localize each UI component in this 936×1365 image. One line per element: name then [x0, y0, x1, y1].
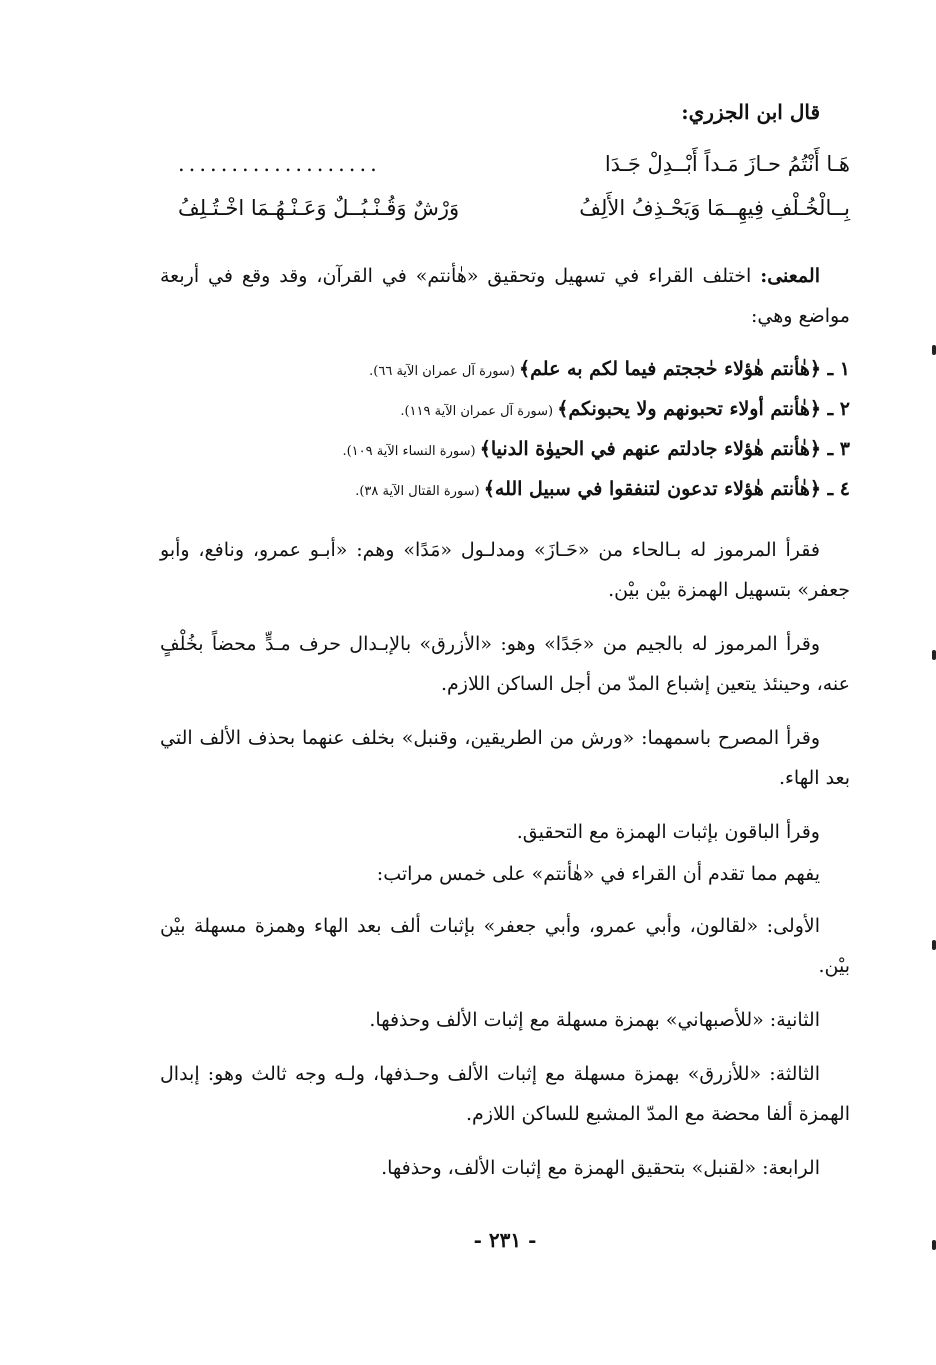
paragraph-7: الثانية: «للأصبهاني» بهمزة مسهلة مع إثبات الألف وحذفها. [369, 1009, 820, 1031]
scan-edge-mark [932, 650, 936, 660]
paragraph-3: وقرأ المصرح باسمهما: «ورش من الطريقين، وقنبل» بخلف عنهما بحذف الألف التي بعد الهاء. [160, 727, 850, 789]
surah-reference: (سورة آل عمران الآية ١١٩). [400, 404, 558, 419]
scan-edge-mark [932, 345, 936, 355]
verse-line-2-right-hemistich: بِــالْخُـلْفِ فِيهِــمَا وَيَحْـذِفُ الأَلِفُ [579, 196, 850, 220]
verse-line-2-left-hemistich: وَرْشٌ وَقُـنْـبُــلٌ وَعَـنْـهُـمَا اخْـتُـلِفُ [178, 196, 460, 220]
verse-line-1-right-hemistich: هَـا أَنْتُمُ حـازَ مَـداً أَبْــدِلْ جَـدَا [604, 152, 850, 176]
scan-edge-mark [932, 1240, 936, 1250]
quran-verse-text: ٤ ـ ﴿هٰأنتم هٰؤلاء تدعون لتنفقوا في سبيل الله﴾ [483, 478, 850, 500]
verse-reference-item-2 [160, 398, 850, 432]
quran-verse-text: ١ ـ ﴿هٰأنتم هٰؤلاء حٰججتم فيما لكم به علم﴾ [519, 358, 850, 380]
paragraph-1: فقرأ المرموز له بـالحاء من «حَـازَ» ومدلـول «مَدًا» وهم: «أبـو عمرو، ونافع، وأبو جعفر» بتسهيل الهمزة بيْن بيْن. [160, 539, 850, 601]
surah-reference: (سورة القتال الآية ٣٨). [355, 484, 484, 499]
verse-reference-item-3 [160, 438, 850, 472]
verse-line-1-left-hemistich: ................... [178, 152, 381, 176]
scan-edge-mark [932, 940, 936, 950]
section-heading: قال ابن الجزري: [681, 100, 820, 124]
paragraph-6: الأولى: «لقالون، وأبي عمرو، وأبي جعفر» بإثبات ألف بعد الهاء وهمزة مسهلة بيْن بيْن. [160, 915, 850, 977]
page-number: - ٢٣١ - [473, 1228, 537, 1252]
intro-paragraph [160, 256, 850, 336]
paragraph-9: الرابعة: «لقنبل» بتحقيق الهمزة مع إثبات الألف، وحذفها. [381, 1157, 820, 1179]
book-page [160, 0, 850, 1365]
paragraph-4: وقرأ الباقون بإثبات الهمزة مع التحقيق. [516, 821, 820, 843]
surah-reference: (سورة آل عمران الآية ٦٦). [369, 364, 520, 379]
intro-lead: المعنى: [760, 265, 820, 287]
quran-verse-text: ٢ ـ ﴿هٰأنتم أولاء تحبونهم ولا يحبونكم﴾ [557, 398, 850, 420]
surah-reference: (سورة النساء الآية ١٠٩). [342, 444, 480, 459]
paragraph-2: وقرأ المرموز له بالجيم من «جَدًا» وهو: «الأزرق» بالإبـدال حرف مـدٍّ محضاً بخُلْفٍ عنه، وحينئذ يتعين إشباع المدّ من أجل الساكن اللازم. [160, 633, 850, 695]
verse-reference-item-4 [160, 478, 850, 512]
paragraph-5: يفهم مما تقدم أن القراء في «هٰأنتم» على خمس مراتب: [376, 863, 820, 885]
verse-reference-item-1 [160, 358, 850, 392]
verse-line-2 [160, 196, 850, 236]
intro-text: اختلف القراء في تسهيل وتحقيق «هٰأنتم» في القرآن، وقد وقع في أربعة مواضع وهي: [160, 265, 850, 327]
quran-verse-text: ٣ ـ ﴿هٰأنتم هٰؤلاء جادلتم عنهم في الحيوٰة الدنيا﴾ [479, 438, 850, 460]
verse-line-1 [160, 152, 850, 192]
paragraph-8: الثالثة: «للأزرق» بهمزة مسهلة مع إثبات الألف وحـذفها، ولـه وجه ثالث وهو: إبدال الهمزة ألفا محضة مع المدّ المشبع للساكن اللازم. [160, 1063, 850, 1125]
